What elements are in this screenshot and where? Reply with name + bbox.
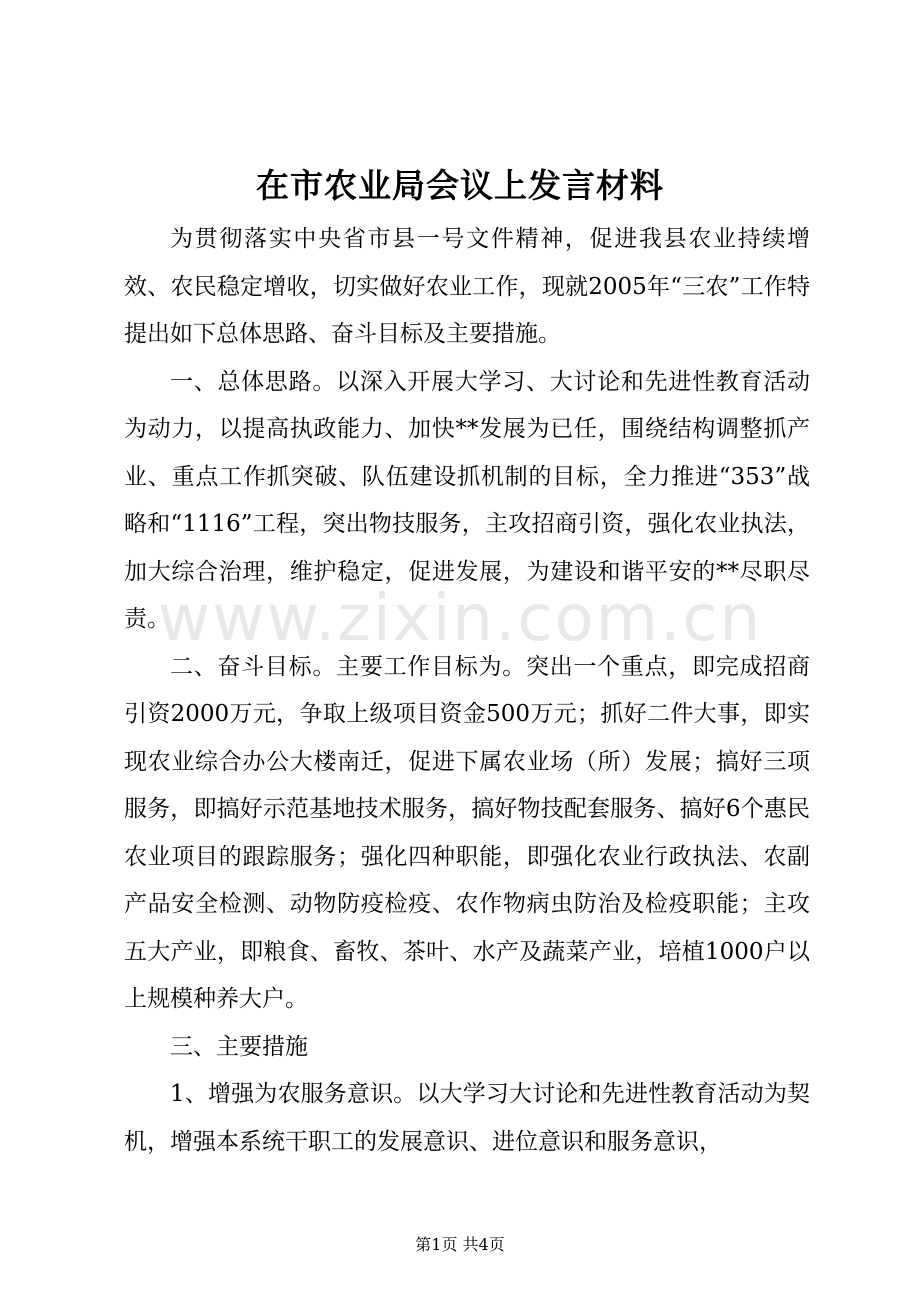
paragraph-intro: 为贯彻落实中央省市县一号文件精神，促进我县农业持续增效、农民稳定增收，切实做好农业工作，现就2005年“三农”工作特提出如下总体思路、奋斗目标及主要措施。 — [124, 226, 810, 347]
page-footer: 第1页 共4页 — [415, 1235, 505, 1254]
paragraph-measure-1: 1、增强为农服务意识。以大学习大讨论和先进性教育活动为契机，增强本系统干职工的发展意识、进位意识和服务意识， — [124, 1081, 810, 1155]
document-body — [124, 216, 810, 1166]
watermark: www.zixin.com.cn — [157, 582, 763, 656]
paragraph-goals: 二、奋斗目标。主要工作目标为。突出一个重点，即完成招商引资2000万元，争取上级项目资金500万元；抓好二件大事，即实现农业综合办公大楼南迁，促进下属农业场（所）发展；搞好三项服务，即搞好示范基地技术服务，搞好物技配套服务、搞好6个惠民农业项目的跟踪服务；强化四种职能，即强化农业行政执法、农副产品安全检测、动物防疫检疫、农作物病虫防治及检疫职能；主攻五大产业，即粮食、畜牧、茶叶、水产及蔬菜产业，培植1000户以上规模种养大户。 — [124, 653, 810, 1012]
paragraph-measures-heading: 三、主要措施 — [170, 1033, 308, 1060]
paragraph-overall-approach: 一、总体思路。以深入开展大学习、大讨论和先进性教育活动为动力，以提高执政能力、加快**发展为已任，围绕结构调整抓产业、重点工作抓突破、队伍建设抓机制的目标，全力推进“353”战略和“1116”工程，突出物技服务，主攻招商引资，强化农业执法，加大综合治理，维护稳定，促进发展，为建设和谐平安的**尽职尽责。 — [124, 368, 810, 632]
document-title: 在市农业局会议上发言材料 — [256, 166, 664, 205]
